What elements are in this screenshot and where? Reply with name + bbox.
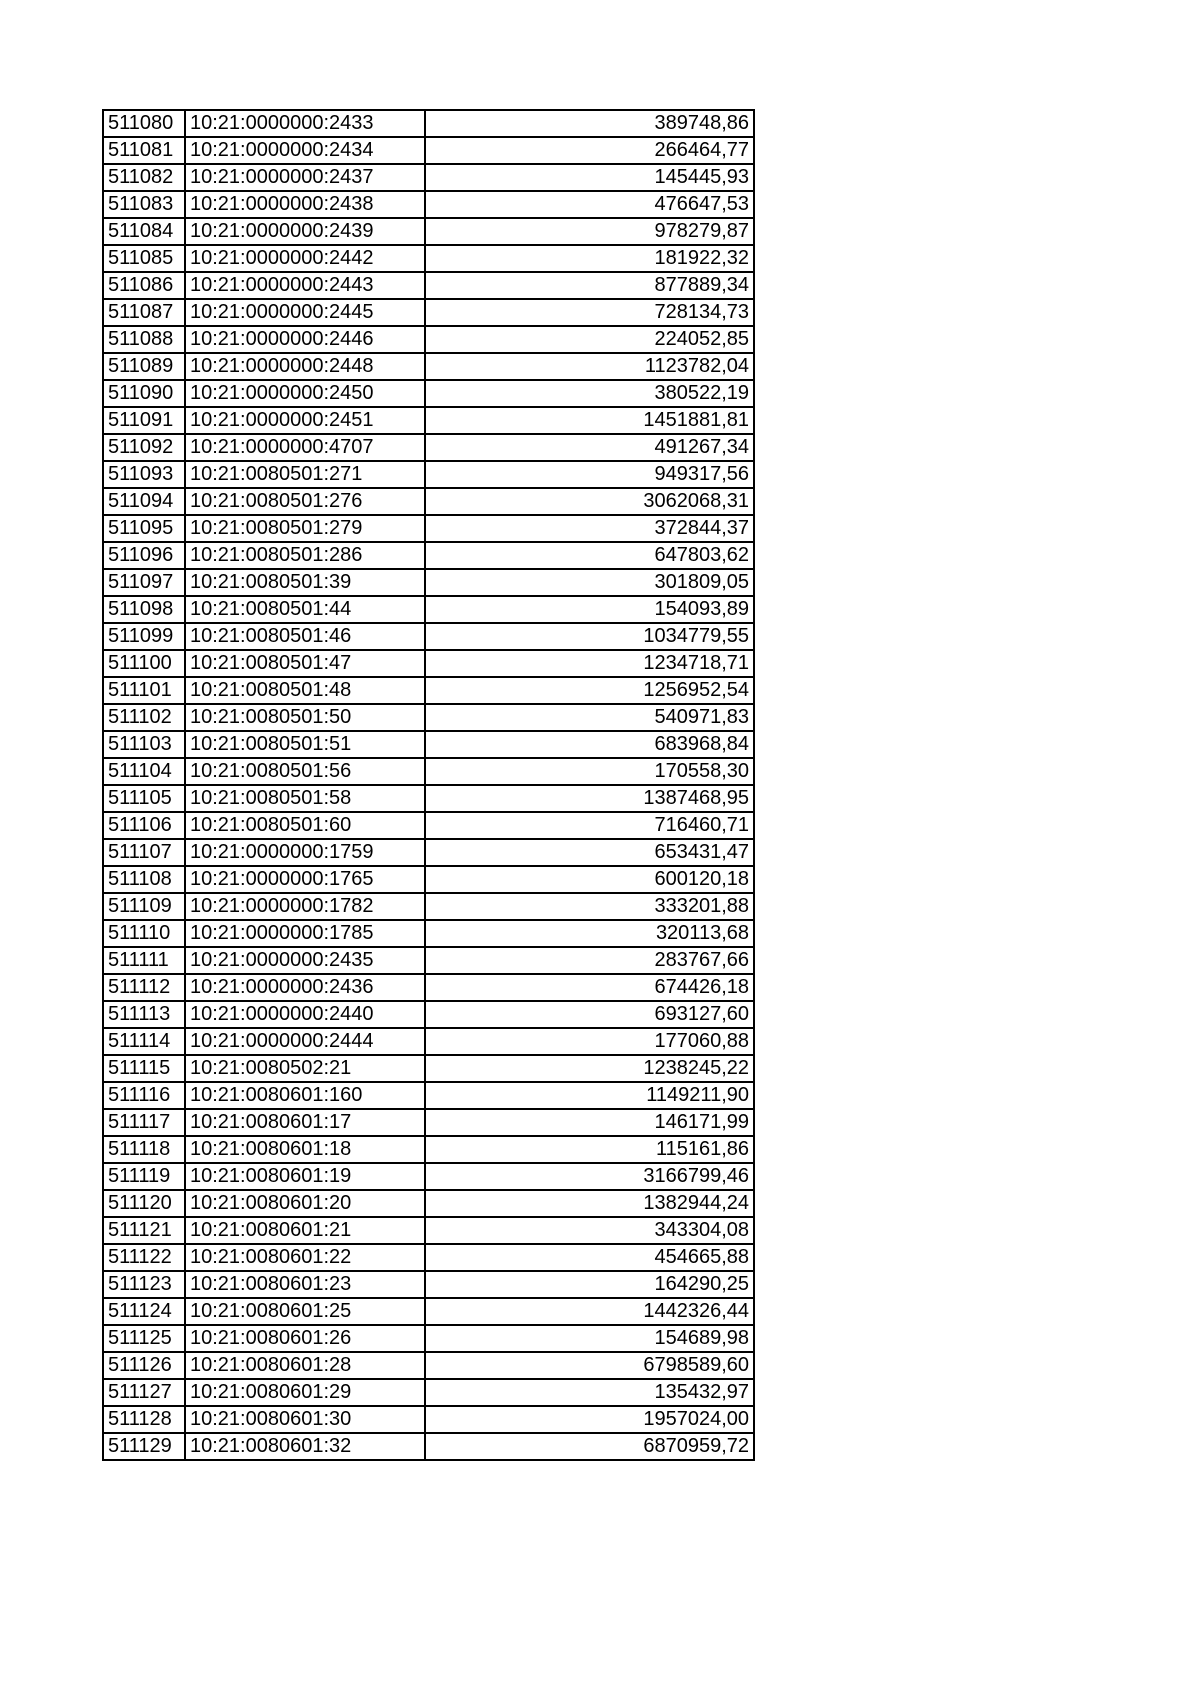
cadastral-number-cell: 10:21:0000000:2438 [185, 191, 425, 218]
cadastral-number-cell: 10:21:0000000:1782 [185, 893, 425, 920]
table-row [103, 407, 754, 434]
table-row [103, 110, 754, 137]
value-cell: 647803,62 [425, 542, 754, 569]
value-cell: 1234718,71 [425, 650, 754, 677]
row-id-cell: 511082 [103, 164, 185, 191]
table-row [103, 1325, 754, 1352]
table-row [103, 596, 754, 623]
row-id-cell: 511098 [103, 596, 185, 623]
row-id-cell: 511105 [103, 785, 185, 812]
table-row [103, 1217, 754, 1244]
table-row [103, 731, 754, 758]
cadastral-number-cell: 10:21:0000000:1765 [185, 866, 425, 893]
table-row [103, 461, 754, 488]
table-row [103, 1163, 754, 1190]
value-cell: 343304,08 [425, 1217, 754, 1244]
cadastral-number-cell: 10:21:0080601:30 [185, 1406, 425, 1433]
row-id-cell: 511093 [103, 461, 185, 488]
value-cell: 1442326,44 [425, 1298, 754, 1325]
table-row [103, 623, 754, 650]
cadastral-number-cell: 10:21:0080601:19 [185, 1163, 425, 1190]
table-row [103, 1082, 754, 1109]
value-cell: 653431,47 [425, 839, 754, 866]
row-id-cell: 511124 [103, 1298, 185, 1325]
table-row [103, 1244, 754, 1271]
value-cell: 320113,68 [425, 920, 754, 947]
cadastral-number-cell: 10:21:0080601:22 [185, 1244, 425, 1271]
row-id-cell: 511115 [103, 1055, 185, 1082]
cadastral-number-cell: 10:21:0000000:2433 [185, 110, 425, 137]
table-row [103, 326, 754, 353]
table-row [103, 245, 754, 272]
row-id-cell: 511128 [103, 1406, 185, 1433]
table-row [103, 1028, 754, 1055]
row-id-cell: 511122 [103, 1244, 185, 1271]
table-row [103, 704, 754, 731]
row-id-cell: 511120 [103, 1190, 185, 1217]
value-cell: 224052,85 [425, 326, 754, 353]
row-id-cell: 511116 [103, 1082, 185, 1109]
row-id-cell: 511112 [103, 974, 185, 1001]
row-id-cell: 511102 [103, 704, 185, 731]
table-row [103, 650, 754, 677]
row-id-cell: 511119 [103, 1163, 185, 1190]
table-row [103, 1433, 754, 1460]
value-cell: 3062068,31 [425, 488, 754, 515]
value-cell: 181922,32 [425, 245, 754, 272]
value-cell: 3166799,46 [425, 1163, 754, 1190]
cadastral-number-cell: 10:21:0000000:4707 [185, 434, 425, 461]
value-cell: 154093,89 [425, 596, 754, 623]
value-cell: 728134,73 [425, 299, 754, 326]
row-id-cell: 511121 [103, 1217, 185, 1244]
table-row [103, 866, 754, 893]
cadastral-number-cell: 10:21:0080501:58 [185, 785, 425, 812]
cadastral-number-cell: 10:21:0000000:1785 [185, 920, 425, 947]
row-id-cell: 511110 [103, 920, 185, 947]
cadastral-number-cell: 10:21:0080601:28 [185, 1352, 425, 1379]
table-row [103, 218, 754, 245]
cadastral-number-cell: 10:21:0000000:2446 [185, 326, 425, 353]
row-id-cell: 511123 [103, 1271, 185, 1298]
table-row [103, 434, 754, 461]
cadastral-number-cell: 10:21:0080502:21 [185, 1055, 425, 1082]
value-cell: 6870959,72 [425, 1433, 754, 1460]
table-row [103, 1109, 754, 1136]
cadastral-number-cell: 10:21:0080601:17 [185, 1109, 425, 1136]
cadastral-number-cell: 10:21:0000000:2448 [185, 353, 425, 380]
value-cell: 716460,71 [425, 812, 754, 839]
cadastral-number-cell: 10:21:0000000:2439 [185, 218, 425, 245]
table-row [103, 137, 754, 164]
value-cell: 372844,37 [425, 515, 754, 542]
table-row [103, 353, 754, 380]
value-cell: 693127,60 [425, 1001, 754, 1028]
row-id-cell: 511109 [103, 893, 185, 920]
cadastral-number-cell: 10:21:0000000:2451 [185, 407, 425, 434]
row-id-cell: 511094 [103, 488, 185, 515]
table-row [103, 785, 754, 812]
row-id-cell: 511125 [103, 1325, 185, 1352]
cadastral-number-cell: 10:21:0000000:2443 [185, 272, 425, 299]
table-row [103, 1298, 754, 1325]
value-cell: 1451881,81 [425, 407, 754, 434]
value-cell: 949317,56 [425, 461, 754, 488]
value-cell: 154689,98 [425, 1325, 754, 1352]
cadastral-number-cell: 10:21:0080601:20 [185, 1190, 425, 1217]
table-row [103, 299, 754, 326]
table-row [103, 542, 754, 569]
row-id-cell: 511118 [103, 1136, 185, 1163]
value-cell: 1256952,54 [425, 677, 754, 704]
value-cell: 1123782,04 [425, 353, 754, 380]
table-body [103, 110, 754, 1460]
row-id-cell: 511107 [103, 839, 185, 866]
row-id-cell: 511103 [103, 731, 185, 758]
cadastral-number-cell: 10:21:0000000:2442 [185, 245, 425, 272]
row-id-cell: 511090 [103, 380, 185, 407]
value-cell: 333201,88 [425, 893, 754, 920]
value-cell: 164290,25 [425, 1271, 754, 1298]
table-row [103, 893, 754, 920]
row-id-cell: 511126 [103, 1352, 185, 1379]
cadastral-number-cell: 10:21:0080501:51 [185, 731, 425, 758]
cadastral-number-cell: 10:21:0000000:2450 [185, 380, 425, 407]
row-id-cell: 511106 [103, 812, 185, 839]
cadastral-number-cell: 10:21:0080601:21 [185, 1217, 425, 1244]
row-id-cell: 511085 [103, 245, 185, 272]
row-id-cell: 511083 [103, 191, 185, 218]
cadastral-number-cell: 10:21:0000000:2445 [185, 299, 425, 326]
value-cell: 146171,99 [425, 1109, 754, 1136]
table-row [103, 515, 754, 542]
table-row [103, 380, 754, 407]
value-cell: 301809,05 [425, 569, 754, 596]
table-row [103, 974, 754, 1001]
table-row [103, 1055, 754, 1082]
row-id-cell: 511096 [103, 542, 185, 569]
table-row [103, 758, 754, 785]
row-id-cell: 511091 [103, 407, 185, 434]
cadastral-number-cell: 10:21:0000000:2437 [185, 164, 425, 191]
value-cell: 683968,84 [425, 731, 754, 758]
value-cell: 1238245,22 [425, 1055, 754, 1082]
value-cell: 978279,87 [425, 218, 754, 245]
row-id-cell: 511101 [103, 677, 185, 704]
cadastral-number-cell: 10:21:0080501:50 [185, 704, 425, 731]
cadastral-number-cell: 10:21:0000000:2435 [185, 947, 425, 974]
table-row [103, 1406, 754, 1433]
value-cell: 1387468,95 [425, 785, 754, 812]
row-id-cell: 511089 [103, 353, 185, 380]
table-row [103, 839, 754, 866]
cadastral-number-cell: 10:21:0080501:44 [185, 596, 425, 623]
row-id-cell: 511097 [103, 569, 185, 596]
table-row [103, 1001, 754, 1028]
value-cell: 115161,86 [425, 1136, 754, 1163]
table-row [103, 488, 754, 515]
table-row [103, 1190, 754, 1217]
cadastral-number-cell: 10:21:0000000:2436 [185, 974, 425, 1001]
value-cell: 1957024,00 [425, 1406, 754, 1433]
value-cell: 145445,93 [425, 164, 754, 191]
value-cell: 491267,34 [425, 434, 754, 461]
cadastral-number-cell: 10:21:0080601:18 [185, 1136, 425, 1163]
cadastral-number-cell: 10:21:0080501:271 [185, 461, 425, 488]
table-row [103, 191, 754, 218]
value-cell: 266464,77 [425, 137, 754, 164]
row-id-cell: 511095 [103, 515, 185, 542]
row-id-cell: 511129 [103, 1433, 185, 1460]
value-cell: 6798589,60 [425, 1352, 754, 1379]
cadastral-number-cell: 10:21:0080501:60 [185, 812, 425, 839]
value-cell: 283767,66 [425, 947, 754, 974]
table-row [103, 947, 754, 974]
table-row [103, 677, 754, 704]
cadastral-number-cell: 10:21:0080601:25 [185, 1298, 425, 1325]
value-cell: 476647,53 [425, 191, 754, 218]
value-cell: 674426,18 [425, 974, 754, 1001]
cadastral-number-cell: 10:21:0000000:1759 [185, 839, 425, 866]
table-row [103, 164, 754, 191]
value-cell: 380522,19 [425, 380, 754, 407]
cadastral-number-cell: 10:21:0000000:2434 [185, 137, 425, 164]
table-row [103, 812, 754, 839]
value-cell: 389748,86 [425, 110, 754, 137]
cadastral-number-cell: 10:21:0080501:47 [185, 650, 425, 677]
value-cell: 454665,88 [425, 1244, 754, 1271]
row-id-cell: 511080 [103, 110, 185, 137]
row-id-cell: 511087 [103, 299, 185, 326]
value-cell: 877889,34 [425, 272, 754, 299]
value-cell: 135432,97 [425, 1379, 754, 1406]
cadastral-number-cell: 10:21:0080601:23 [185, 1271, 425, 1298]
row-id-cell: 511092 [103, 434, 185, 461]
row-id-cell: 511127 [103, 1379, 185, 1406]
row-id-cell: 511113 [103, 1001, 185, 1028]
cadastral-number-cell: 10:21:0000000:2444 [185, 1028, 425, 1055]
cadastral-number-cell: 10:21:0080601:160 [185, 1082, 425, 1109]
value-cell: 177060,88 [425, 1028, 754, 1055]
row-id-cell: 511100 [103, 650, 185, 677]
row-id-cell: 511117 [103, 1109, 185, 1136]
cadastral-number-cell: 10:21:0080601:32 [185, 1433, 425, 1460]
table-row [103, 1379, 754, 1406]
cadastral-number-cell: 10:21:0080501:279 [185, 515, 425, 542]
table-row [103, 1271, 754, 1298]
cadastral-number-cell: 10:21:0080501:276 [185, 488, 425, 515]
value-cell: 600120,18 [425, 866, 754, 893]
row-id-cell: 511099 [103, 623, 185, 650]
cadastral-number-cell: 10:21:0080501:39 [185, 569, 425, 596]
table-row [103, 920, 754, 947]
value-cell: 1034779,55 [425, 623, 754, 650]
table-row [103, 1352, 754, 1379]
row-id-cell: 511086 [103, 272, 185, 299]
cadastral-number-cell: 10:21:0080501:46 [185, 623, 425, 650]
value-cell: 1382944,24 [425, 1190, 754, 1217]
row-id-cell: 511108 [103, 866, 185, 893]
row-id-cell: 511111 [103, 947, 185, 974]
cadastral-number-cell: 10:21:0080501:286 [185, 542, 425, 569]
row-id-cell: 511114 [103, 1028, 185, 1055]
cadastral-number-cell: 10:21:0080601:26 [185, 1325, 425, 1352]
value-cell: 170558,30 [425, 758, 754, 785]
cadastral-number-cell: 10:21:0080501:48 [185, 677, 425, 704]
cadastral-number-cell: 10:21:0080601:29 [185, 1379, 425, 1406]
row-id-cell: 511084 [103, 218, 185, 245]
row-id-cell: 511088 [103, 326, 185, 353]
cadastral-number-cell: 10:21:0080501:56 [185, 758, 425, 785]
table-row [103, 272, 754, 299]
row-id-cell: 511081 [103, 137, 185, 164]
table-row [103, 1136, 754, 1163]
cadastral-number-cell: 10:21:0000000:2440 [185, 1001, 425, 1028]
value-cell: 1149211,90 [425, 1082, 754, 1109]
row-id-cell: 511104 [103, 758, 185, 785]
value-cell: 540971,83 [425, 704, 754, 731]
data-table [102, 109, 755, 1461]
table-row [103, 569, 754, 596]
